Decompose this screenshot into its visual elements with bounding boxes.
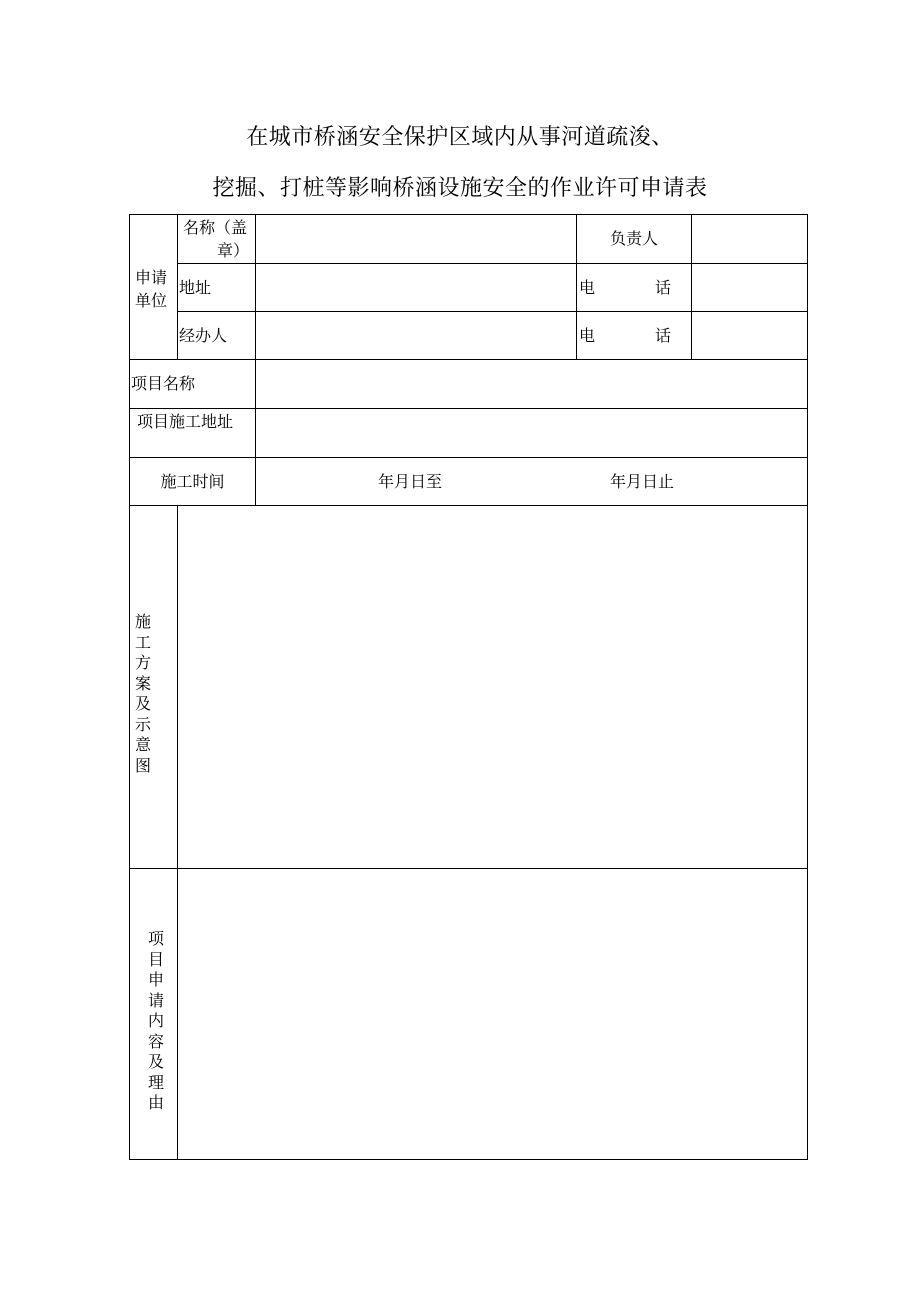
handler-phone-label-char1: 电 [579,326,596,345]
construction-plan-field[interactable] [180,508,805,866]
phone-label-char1: 电 [579,278,596,297]
construction-time-start[interactable]: 年月日至 [378,472,443,491]
form-title-line2: 挖掘、打桩等影响桥涵设施安全的作业许可申请表 [212,176,708,201]
phone-field[interactable] [693,265,805,310]
responsible-person-field[interactable] [693,216,805,262]
application-reason-label: 项目申请内容及理由 [147,929,164,1112]
handler-phone-label-char2: 话 [655,326,672,345]
unit-name-label-line2: 章） [217,241,250,260]
handler-label: 经办人 [179,326,228,345]
application-reason-field[interactable] [180,871,805,1157]
phone-label-char2: 话 [655,278,672,297]
form-title-line1: 在城市桥涵安全保护区域内从事河道疏浚、 [246,125,674,150]
unit-name-label-line1: 名称（盖 [183,218,248,237]
construction-plan-label: 施工方案及示意图 [134,612,151,775]
handler-phone-field[interactable] [693,313,805,358]
project-name-label: 项目名称 [131,374,196,393]
unit-name-field[interactable] [258,216,574,262]
address-field[interactable] [258,265,574,310]
construction-time-end[interactable]: 年月日止 [610,472,675,491]
handler-field[interactable] [258,313,574,358]
responsible-person-label: 负责人 [609,229,658,248]
applicant-unit-label: 申请单位 [135,268,168,310]
project-address-label: 项目施工地址 [137,412,234,431]
project-address-field[interactable] [258,410,805,456]
address-label: 地址 [179,278,212,297]
construction-time-label: 施工时间 [160,472,225,491]
project-name-field[interactable] [258,361,805,407]
